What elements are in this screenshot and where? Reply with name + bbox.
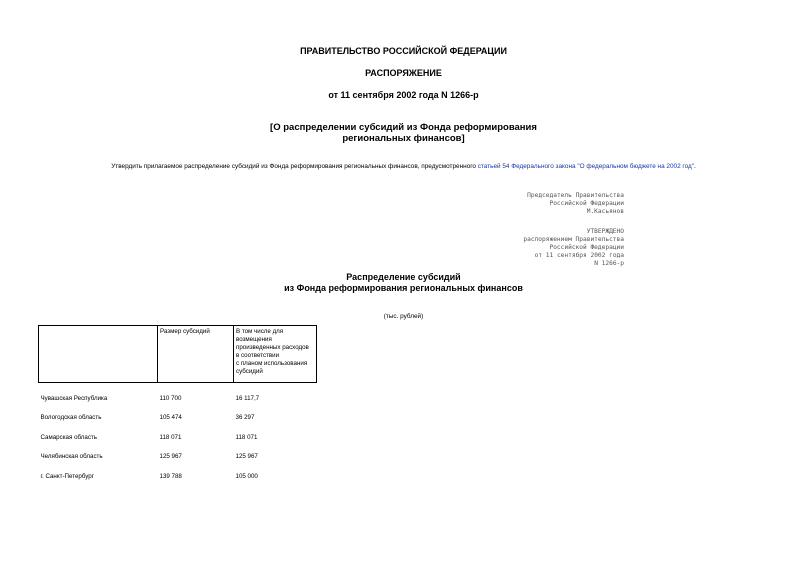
signature-country: Российской Федерации [549,200,624,207]
table-header-row [39,326,317,383]
cell-region: Чувашская Республика [40,394,108,402]
table-row [39,448,317,468]
cell-amount: 118 071 [159,433,182,441]
government-name: ПРАВИТЕЛЬСТВО РОССИЙСКОЙ ФЕДЕРАЦИИ [300,46,507,56]
header-including-line: возмещения [236,336,272,343]
cell-region: Челябинская область [40,453,103,461]
approval-block [523,228,624,268]
cell-region: Самарская область [40,433,97,441]
table-row [39,428,317,448]
header-including-line: в соответствии [236,352,280,359]
cell-including: 125 967 [235,453,258,461]
intro-text-end: . [694,163,696,170]
intro-text: Утвердить прилагаемое распределение субсидий из Фонда реформирования региональных финансов, предусмотренного [111,163,478,170]
cell-amount: 139 788 [159,472,182,480]
law-article-link[interactable]: статьей 54 Федерального закона "О федеральном бюджете на 2002 год" [477,163,694,170]
header-including-line: субсидий [236,368,263,375]
document-title [0,122,807,144]
table-row [39,467,317,487]
cell-region: Вологодская область [40,414,102,422]
approval-line4: от 11 сентября 2002 года [534,252,624,259]
distribution-title-line1: Распределение субсидий [346,272,461,282]
approval-line2: распоряжением Правительства [523,236,624,243]
signature-block [527,192,624,216]
approval-line5: N 1266-р [594,260,624,267]
header-amount: Размер субсидий [158,326,234,383]
document-date-number: от 11 сентября 2002 года N 1266-р [328,90,479,100]
distribution-title-line2: из Фонда реформирования региональных финансов [284,283,523,293]
header-including-line: произведенных расходов [236,344,309,351]
header-including [234,326,317,383]
signature-position: Председатель Правительства [527,192,624,199]
cell-including: 118 071 [235,433,258,441]
cell-amount: 110 700 [159,394,182,402]
table-row [39,383,317,409]
unit-label: (тыс. рублей) [383,313,424,320]
approval-line1: УТВЕРЖДЕНО [586,228,624,235]
document-title-line1: [О распределении субсидий из Фонда реформирования [270,122,537,133]
intro-paragraph [0,162,807,171]
header-including-line: В том числе для [236,328,284,335]
cell-amount: 105 474 [159,414,182,422]
header-including-line: с планом использования [236,360,308,367]
cell-including: 16 117,7 [235,394,260,402]
subsidy-table [38,325,317,487]
cell-region: г. Санкт-Петербург [40,472,94,480]
cell-amount: 125 967 [159,453,182,461]
distribution-title [0,272,807,294]
table-row [39,409,317,429]
header-region [39,326,158,383]
document-type: РАСПОРЯЖЕНИЕ [365,68,442,78]
cell-including: 36 297 [235,414,255,422]
cell-including: 105 000 [235,472,258,480]
document-title-line2: региональных финансов] [342,133,465,144]
signature-name: М.Касьянов [586,208,624,215]
approval-line3: Российской Федерации [549,244,624,251]
